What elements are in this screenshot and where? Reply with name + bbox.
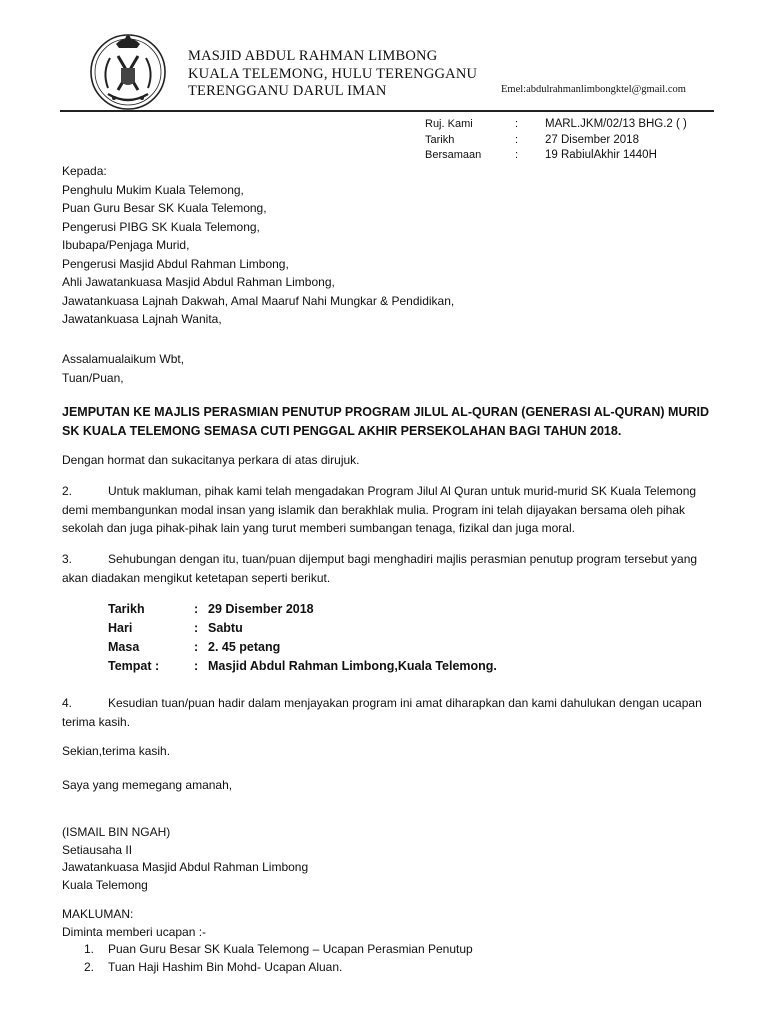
closing-line: Sekian,terima kasih. — [62, 744, 171, 758]
paragraph-text: Untuk makluman, pihak kami telah mengadakan Program Jilul Al Quran untuk murid-murid SK Kuala Telemong demi membangunkan modal insan yang islamik dan berakhlak mulia. Program ini telah dijayakan bersama oleh pihak sekolah dan juga pihak-pihak lain yang turut memberi sumbangan tenaga, fizikal dan juga moral. — [62, 484, 697, 535]
signatory-name: (ISMAIL BIN NGAH) — [62, 825, 171, 839]
addressee-line: Ibubapa/Penjaga Murid, — [62, 238, 190, 252]
event-colon: : — [194, 640, 199, 654]
signatory-location: Kuala Telemong — [62, 877, 148, 892]
reference-label: Ruj. Kami — [425, 118, 473, 130]
event-label: Tarikh — [108, 602, 145, 616]
addressee-list — [62, 162, 454, 329]
event-label: Hari — [108, 621, 133, 635]
reference-value: 19 RabiulAkhir 1440H — [545, 149, 657, 161]
signatory-block — [62, 824, 308, 894]
org-email: Emel:abdulrahmanlimbongktel@gmail.com — [501, 84, 686, 95]
addressee-line: Penghulu Mukim Kuala Telemong, — [62, 182, 244, 197]
amanah-line: Saya yang memegang amanah, — [62, 778, 233, 792]
organization-header — [188, 48, 477, 101]
paragraph-2 — [62, 482, 718, 538]
reference-block — [425, 117, 687, 164]
makluman-item — [62, 959, 473, 977]
event-row — [108, 638, 497, 657]
paragraph-1: Dengan hormat dan sukacitanya perkara di atas dirujuk. — [62, 453, 360, 467]
org-address-line2: TERENGGANU DARUL IMAN — [188, 83, 387, 99]
paragraph-number: 2. — [62, 484, 73, 498]
event-value: 29 Disember 2018 — [208, 602, 314, 616]
signatory-title: Setiausaha II — [62, 842, 133, 857]
reference-row — [425, 148, 687, 164]
makluman-block — [62, 906, 473, 976]
signatory-org: Jawatankuasa Masjid Abdul Rahman Limbong — [62, 860, 309, 874]
addressee-line: Kepada: — [62, 164, 107, 178]
reference-value: MARL.JKM/02/13 BHG.2 ( ) — [545, 118, 687, 130]
event-details — [108, 600, 497, 676]
event-row — [108, 600, 497, 619]
makluman-item-text: Tuan Haji Hashim Bin Mohd- Ucapan Aluan. — [108, 959, 343, 974]
reference-label: Tarikh — [425, 133, 455, 146]
event-value: Masjid Abdul Rahman Limbong,Kuala Telemong. — [208, 659, 497, 673]
paragraph-number: 4. — [62, 696, 73, 710]
org-name: MASJID ABDUL RAHMAN LIMBONG — [188, 48, 438, 64]
addressee-line: Pengerusi PIBG SK Kuala Telemong, — [62, 219, 260, 234]
event-row — [108, 619, 497, 638]
addressee-line: Puan Guru Besar SK Kuala Telemong, — [62, 201, 267, 215]
letter-subject: JEMPUTAN KE MAJLIS PERASMIAN PENUTUP PROGRAM JILUL AL-QURAN (GENERASI AL-QURAN) MURID SK KUALA TELEMONG SEMASA CUTI PENGGAL AKHIR PERSEKOLAHAN BAGI TAHUN 2018. — [62, 405, 710, 438]
addressee-line: Pengerusi Masjid Abdul Rahman Limbong, — [62, 256, 289, 271]
event-label: Tempat : — [108, 659, 160, 673]
event-colon: : — [194, 621, 199, 635]
paragraph-4 — [62, 694, 718, 731]
makluman-item — [62, 941, 473, 959]
paragraph-number: 3. — [62, 552, 73, 566]
event-value: Sabtu — [208, 621, 243, 635]
makluman-item-number: 2. — [84, 959, 95, 974]
event-row — [108, 657, 497, 676]
event-colon: : — [194, 602, 199, 616]
event-colon: : — [194, 659, 199, 673]
reference-row — [425, 117, 687, 133]
reference-value: 27 Disember 2018 — [545, 133, 639, 146]
org-address-line1: KUALA TELEMONG, HULU TERENGGANU — [188, 65, 478, 82]
addressee-line: Jawatankuasa Lajnah Dakwah, Amal Maaruf Nahi Mungkar & Pendidikan, — [62, 293, 455, 308]
addressee-line: Ahli Jawatankuasa Masjid Abdul Rahman Limbong, — [62, 275, 335, 289]
event-label: Masa — [108, 640, 140, 654]
paragraph-3 — [62, 550, 718, 587]
makluman-item-text: Puan Guru Besar SK Kuala Telemong – Ucapan Perasmian Penutup — [108, 942, 473, 956]
paragraph-text: Kesudian tuan/puan hadir dalam menjayakan program ini amat diharapkan dan kami dahulukan dengan ucapan terima kasih. — [62, 696, 702, 729]
greeting-line: Tuan/Puan, — [62, 370, 124, 385]
greeting-line: Assalamualaikum Wbt, — [62, 352, 185, 366]
reference-colon: : — [515, 133, 519, 146]
makluman-title: MAKLUMAN: — [62, 907, 134, 921]
header-divider — [60, 110, 714, 112]
makluman-intro: Diminta memberi ucapan :- — [62, 924, 207, 939]
reference-colon: : — [515, 149, 519, 161]
reference-colon: : — [515, 118, 519, 130]
addressee-line: Jawatankuasa Lajnah Wanita, — [62, 312, 222, 326]
paragraph-text: Sehubungan dengan itu, tuan/puan dijemput bagi menghadiri majlis perasmian penutup program tersebut yang akan diadakan mengikut ketetapan seperti berikut. — [62, 552, 698, 585]
reference-label: Bersamaan — [425, 149, 482, 161]
greeting — [62, 350, 184, 387]
reference-row — [425, 133, 687, 149]
makluman-item-number: 1. — [84, 942, 95, 956]
state-crest-logo — [88, 28, 168, 112]
event-value: 2. 45 petang — [208, 640, 281, 654]
